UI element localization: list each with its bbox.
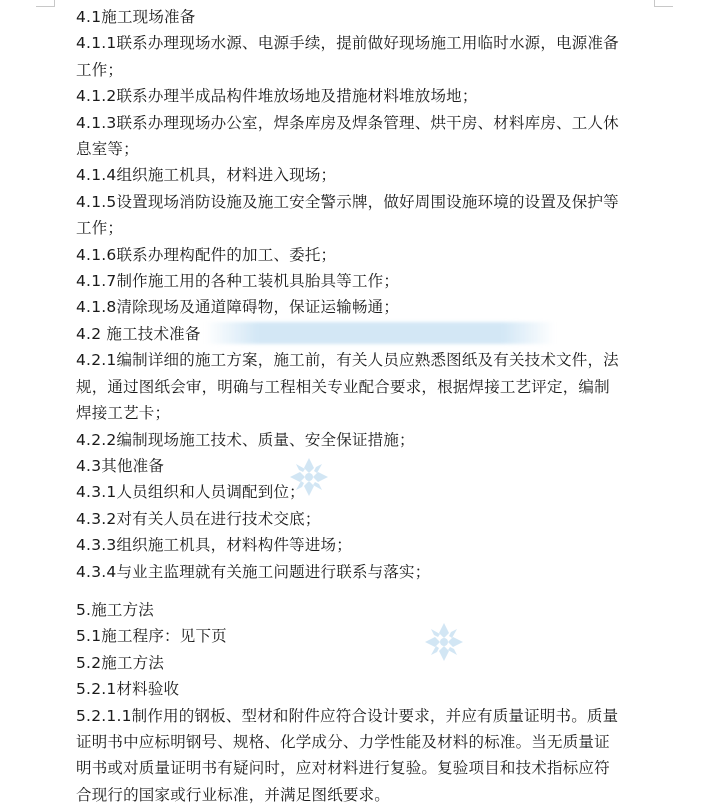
paragraph-line: 4.3.3组织施工机具，材料构件等进场； <box>76 536 352 555</box>
paragraph-line: 合现行的国家或行业标准，并满足图纸要求。 <box>76 785 391 804</box>
heading-5-2: 5.2施工方法 <box>76 653 165 672</box>
paragraph-line: 明书或对质量证明书有疑问时，应对材料进行复验。复验项目和技术指标应符 <box>76 759 610 778</box>
paragraph-line: 工作； <box>76 60 124 79</box>
paragraph-line: 4.3.2对有关人员在进行技术交底； <box>76 509 321 528</box>
heading-5: 5.施工方法 <box>76 600 154 619</box>
paragraph-line: 4.2.2编制现场施工技术、质量、安全保证措施； <box>76 430 415 449</box>
crop-mark-left <box>36 0 55 7</box>
paragraph-line: 4.2.1编制详细的施工方案，施工前，有关人员应熟悉图纸及有关技术文件，法 <box>76 351 619 370</box>
paragraph-line: 规，通过图纸会审，明确与工程相关专业配合要求，根据焊接工艺评定，编制 <box>76 377 610 396</box>
paragraph-line: 工作； <box>76 219 124 238</box>
paragraph-line: 4.1.3联系办理现场办公室，焊条库房及焊条管理、烘干房、材料库房、工人休 <box>76 113 619 132</box>
paragraph-line: 5.2.1.1制作用的钢板、型材和附件应符合设计要求，并应有质量证明书。质量 <box>76 706 619 725</box>
paragraph-line: 4.1.4组织施工机具，材料进入现场； <box>76 166 337 185</box>
document-body <box>76 4 658 808</box>
heading-4-3: 4.3其他准备 <box>76 456 165 475</box>
paragraph-line: 4.1.8清除现场及通道障碍物，保证运输畅通； <box>76 298 400 317</box>
heading-5-2-1: 5.2.1材料验收 <box>76 680 180 699</box>
heading-5-1: 5.1施工程序：见下页 <box>76 627 227 646</box>
paragraph-line: 证明书中应标明钢号、规格、化学成分、力学性能及材料的标准。当无质量证 <box>76 732 610 751</box>
heading-4-1: 4.1施工现场准备 <box>76 8 196 26</box>
paragraph-line: 4.3.4与业主监理就有关施工问题进行联系与落实； <box>76 562 431 581</box>
paragraph-line: 焊接工艺卡； <box>76 404 171 423</box>
paragraph-line: 4.1.6联系办理构配件的加工、委托； <box>76 245 337 264</box>
paragraph-line: 4.1.1联系办理现场水源、电源手续，提前做好现场施工用临时水源，电源准备 <box>76 34 619 53</box>
paragraph-line: 4.1.5设置现场消防设施及施工安全警示牌，做好周围设施环境的设置及保护等 <box>76 192 619 211</box>
paragraph-line: 4.1.7制作施工用的各种工装机具胎具等工作； <box>76 272 400 291</box>
paragraph-line: 息室等； <box>76 140 139 159</box>
paragraph-line: 4.1.2联系办理半成品构件堆放场地及措施材料堆放场地； <box>76 87 478 106</box>
paragraph-line: 4.3.1人员组织和人员调配到位； <box>76 483 305 502</box>
heading-4-2: 4.2 施工技术准备 <box>76 324 201 343</box>
